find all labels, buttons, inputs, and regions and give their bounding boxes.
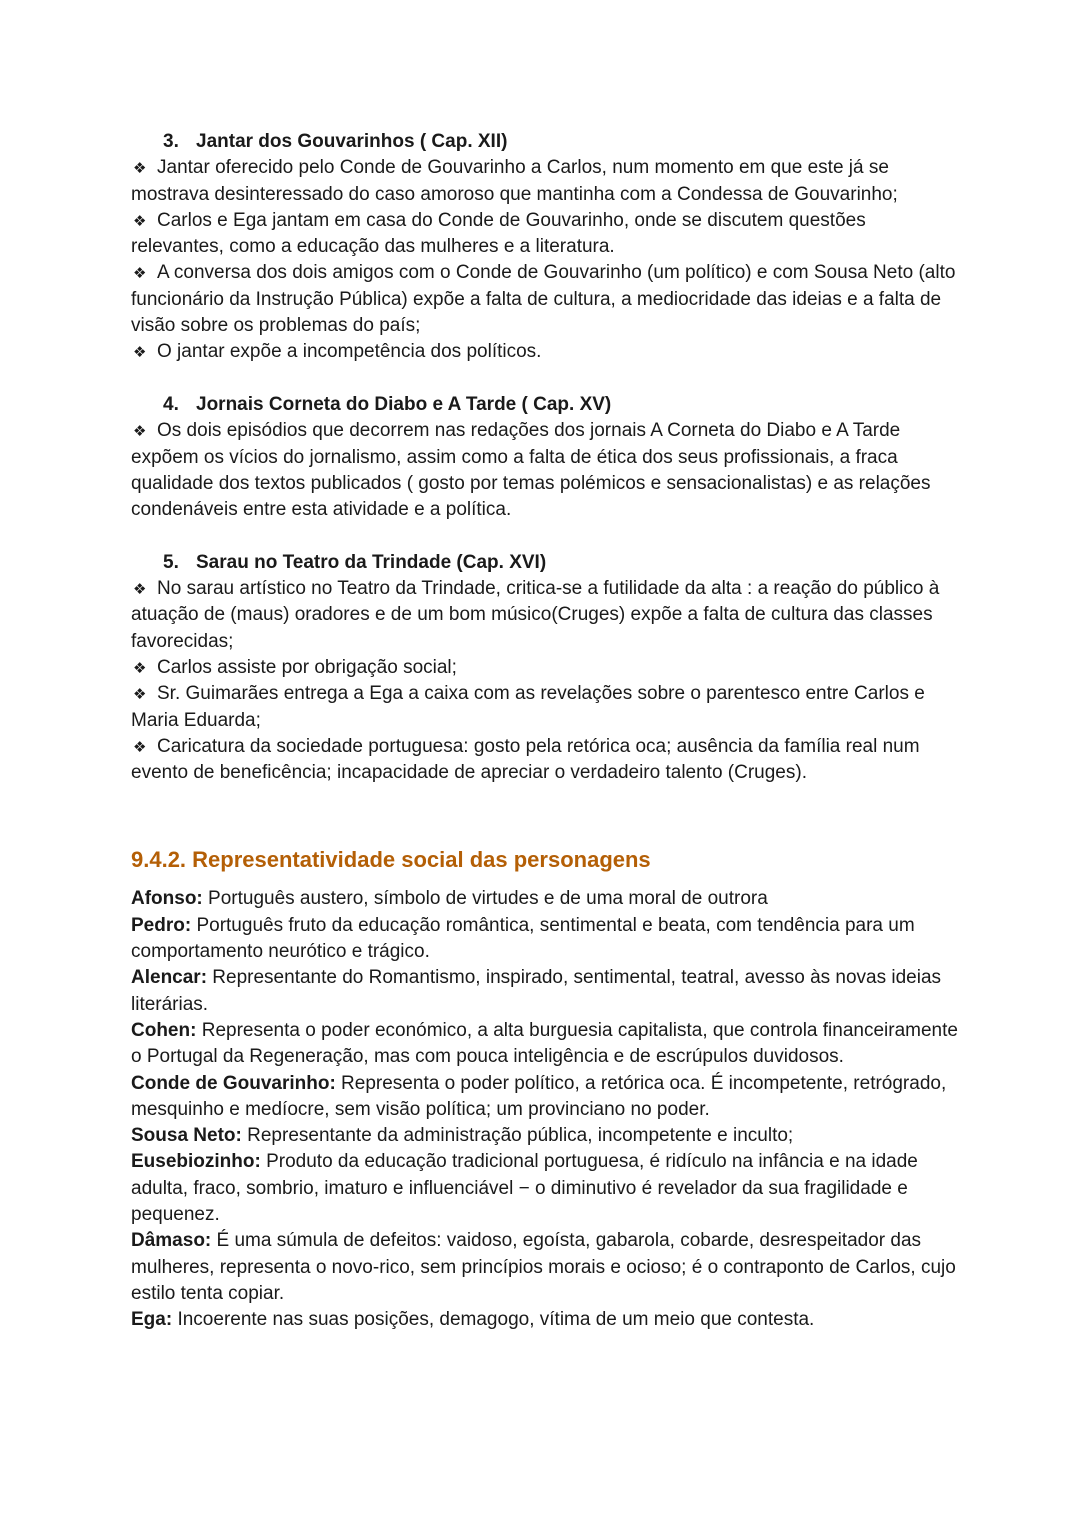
bullet-item: ❖ No sarau artístico no Teatro da Trindade, critica-se a futilidade da alta : a reação do público à atuação de (maus) oradores e de um bom músico(Cruges) expõe a falta de cultura das classes favorecidas;: [131, 578, 940, 652]
bullet-item: ❖ Jantar oferecido pelo Conde de Gouvarinho a Carlos, num momento em que este já se mostrava desinteressado do caso amoroso que mantinha com a Condessa de Gouvarinho;: [131, 157, 898, 205]
diamond-bullet-icon: ❖: [133, 580, 147, 599]
character-list: [131, 886, 961, 1333]
character-name: Pedro:: [131, 914, 192, 936]
character-name: Conde de Gouvarinho:: [131, 1072, 336, 1094]
character-name: Ega:: [131, 1309, 173, 1331]
bullet-item: ❖ Sr. Guimarães entrega a Ega a caixa com as revelações sobre o parentesco entre Carlos e Maria Eduarda;: [131, 683, 925, 731]
episode-4: [131, 392, 961, 523]
character-name: Dâmaso:: [131, 1230, 212, 1252]
bullet-item: ❖ A conversa dos dois amigos com o Conde de Gouvarinho (um político) e com Sousa Neto (alto funcionário da Instrução Pública) expõe a falta de cultura, a mediocridade das ideias e a falta de visão sobre os problemas do país;: [131, 262, 956, 337]
character-entry: [131, 1123, 961, 1149]
episode-3: [131, 129, 961, 366]
character-description: Representante do Romantismo, inspirado, sentimental, teatral, avesso às novas ideias literárias.: [131, 967, 942, 1015]
episode-number: 3.: [163, 131, 179, 152]
diamond-bullet-icon: ❖: [133, 737, 147, 756]
character-name: Afonso:: [131, 888, 203, 910]
character-name: Alencar:: [131, 967, 208, 989]
spacer: [131, 523, 961, 549]
diamond-bullet-icon: ❖: [133, 264, 147, 283]
character-description: Representante da administração pública, incompetente e inculto;: [241, 1125, 794, 1147]
episode-title: Sarau no Teatro da Trindade (Cap. XVI): [196, 551, 547, 573]
character-description: Português austero, símbolo de virtudes e de uma moral de outrora: [202, 888, 768, 910]
diamond-bullet-icon: ❖: [133, 211, 147, 230]
diamond-bullet-icon: ❖: [133, 159, 147, 178]
character-entry: [131, 1071, 961, 1124]
character-description: Português fruto da educação romântica, sentimental e beata, com tendência para um comportamento neurótico e trágico.: [131, 914, 915, 963]
episode-heading: [131, 129, 961, 155]
section-heading: 9.4.2. Representatividade social das personagens: [131, 847, 651, 873]
bullet-item: ❖ O jantar expõe a incompetência dos políticos.: [131, 339, 961, 365]
character-description: Incoerente nas suas posições, demagogo, vítima de um meio que contesta.: [172, 1309, 815, 1331]
episode-title: Jornais Corneta do Diabo e A Tarde ( Cap. XV): [196, 393, 612, 415]
character-entry: [131, 886, 961, 912]
character-entry: [131, 1149, 961, 1228]
character-entry: [131, 1018, 961, 1071]
bullet-item: ❖ Carlos assiste por obrigação social;: [131, 655, 961, 681]
spacer: [131, 366, 961, 392]
document-page: [131, 129, 961, 1333]
bullet-item: ❖ Caricatura da sociedade portuguesa: gosto pela retórica oca; ausência da família real num evento de beneficência; incapacidade de apreciar o verdadeiro talento (Cruges).: [131, 735, 920, 784]
diamond-bullet-icon: ❖: [133, 658, 147, 677]
character-entry: [131, 1228, 961, 1307]
diamond-bullet-icon: ❖: [133, 422, 147, 441]
episode-heading: [131, 550, 961, 576]
episode-heading: [131, 392, 961, 418]
episode-number: 5.: [163, 551, 179, 573]
episode-5: [131, 550, 961, 787]
diamond-bullet-icon: ❖: [133, 685, 147, 704]
character-name: Eusebiozinho:: [131, 1151, 261, 1173]
spacer: [131, 786, 961, 846]
episode-title: Jantar dos Gouvarinhos ( Cap. XII): [196, 131, 508, 152]
bullet-item: ❖ Carlos e Ega jantam em casa do Conde de Gouvarinho, onde se discutem questões relevantes, como a educação das mulheres e a literatura.: [131, 209, 866, 258]
character-entry: [131, 913, 961, 966]
episode-number: 4.: [163, 393, 179, 415]
character-description: É uma súmula de defeitos: vaidoso, egoísta, gabarola, cobarde, desrespeitador das mulheres, representa o novo-rico, sem princípios morais e ocioso; é o contraponto de Carlos, cujo estilo tenta copiar.: [131, 1230, 956, 1304]
character-description: Representa o poder económico, a alta burguesia capitalista, que controla financeiramente o Portugal da Regeneração, mas com pouca inteligência e de escrúpulos duvidosos.: [131, 1019, 958, 1068]
diamond-bullet-icon: ❖: [133, 343, 147, 362]
character-description: Produto da educação tradicional portuguesa, é ridículo na infância e na idade adulta, fraco, sombrio, imaturo e influenciável − o diminutivo é revelador da sua fragilidade e pequenez.: [131, 1151, 918, 1225]
character-entry: [131, 1307, 961, 1333]
character-entry: [131, 965, 961, 1018]
character-description: Representa o poder político, a retórica oca. É incompetente, retrógrado, mesquinho e medíocre, sem visão política; um provinciano no poder.: [131, 1072, 947, 1120]
character-name: Cohen:: [131, 1019, 197, 1041]
bullet-item: ❖ Os dois episódios que decorrem nas redações dos jornais A Corneta do Diabo e A Tarde expõem os vícios do jornalismo, assim como a falta de ética dos seus profissionais, a fraca qualidade dos textos publicados ( gosto por temas polémicos e sensacionalistas) e as relações condenáveis entre esta atividade e a política.: [131, 420, 931, 521]
spacer: [131, 874, 961, 886]
character-name: Sousa Neto:: [131, 1125, 242, 1147]
